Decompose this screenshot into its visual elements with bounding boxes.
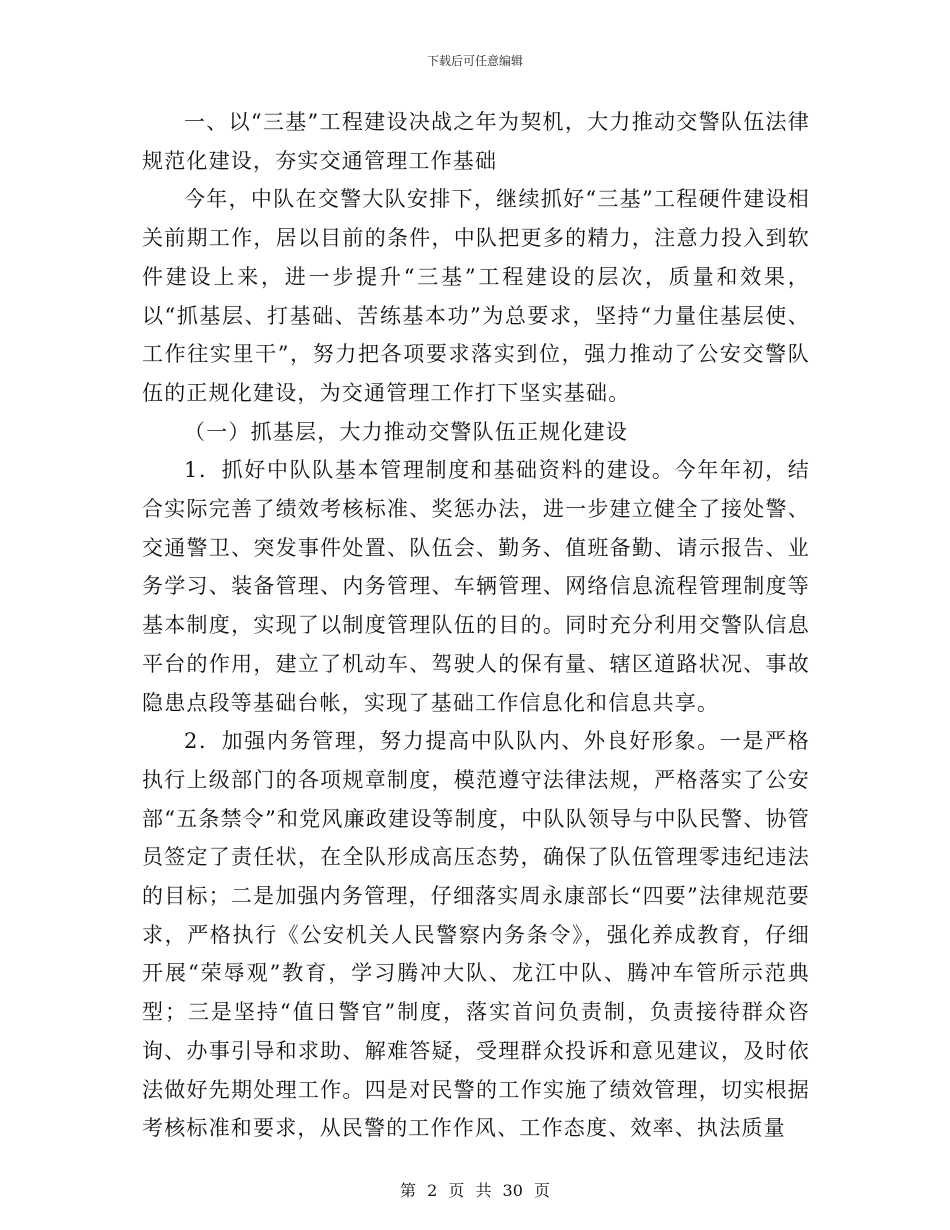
section-heading-1: 一、以“三基”工程建设决战之年为契机，大力推动交警队伍法律规范化建设，夯实交通管理工作基础: [142, 110, 810, 173]
paragraph-item-1: 1．抓好中队队基本管理制度和基础资料的建设。今年年初，结合实际完善了绩效考核标准、奖惩办法，进一步建立健全了接处警、交通警卫、突发事件处置、队伍会、勤务、值班备勤、请示报告、业务学习、装备管理、内务管理、车辆管理、网络信息流程管理制度等基本制度，实现了以制度管理队伍的目的。同时充分利用交警队信息平台的作用，建立了机动车、驾驶人的保有量、辖区道路状况、事故隐患点段等基础台帐，实现了基础工作信息化和信息共享。: [142, 458, 810, 715]
page-header: 下载后可任意编辑: [426, 54, 523, 68]
document-body: [142, 103, 810, 1148]
paragraph-item-2: 2．加强内务管理，努力提高中队队内、外良好形象。一是严格执行上级部门的各项规章制度，模范遵守法律法规，严格落实了公安部“五条禁令”和党风廉政建设等制度，中队队领导与中队民警、协管员签定了责任状，在全队形成高压态势，确保了队伍管理零违纪违法的目标；二是加强内务管理，仔细落实周永康部长“四要”法律规范要求，严格执行《公安机关人民警察内务条令》，强化养成教育，仔细开展“荣辱观”教育，学习腾冲大队、龙江中队、腾冲车管所示范典型；三是坚持“值日警官”制度，落实首问负责制，负责接待群众咨询、办事引导和求助、解难答疑，受理群众投诉和意见建议，及时依法做好先期处理工作。四是对民警的工作实施了绩效管理，切实根据考核标准和要求，从民警的工作作风、工作态度、效率、执法质量: [142, 729, 810, 1141]
paragraph-intro: 今年，中队在交警大队安排下，继续抓好“三基”工程硬件建设相关前期工作，居以目前的条件，中队把更多的精力，注意力投入到软件建设上来，进一步提升“三基”工程建设的层次，质量和效果，以“抓基层、打基础、苦练基本功”为总要求，坚持“力量住基层使、工作往实里干”，努力把各项要求落实到位，强力推动了公安交警队伍的正规化建设，为交通管理工作打下坚实基础。: [142, 187, 810, 405]
page-footer: 第 2 页 共 30 页: [400, 1181, 550, 1200]
subsection-heading-1: （一）抓基层，大力推动交警队伍正规化建设: [184, 419, 628, 444]
